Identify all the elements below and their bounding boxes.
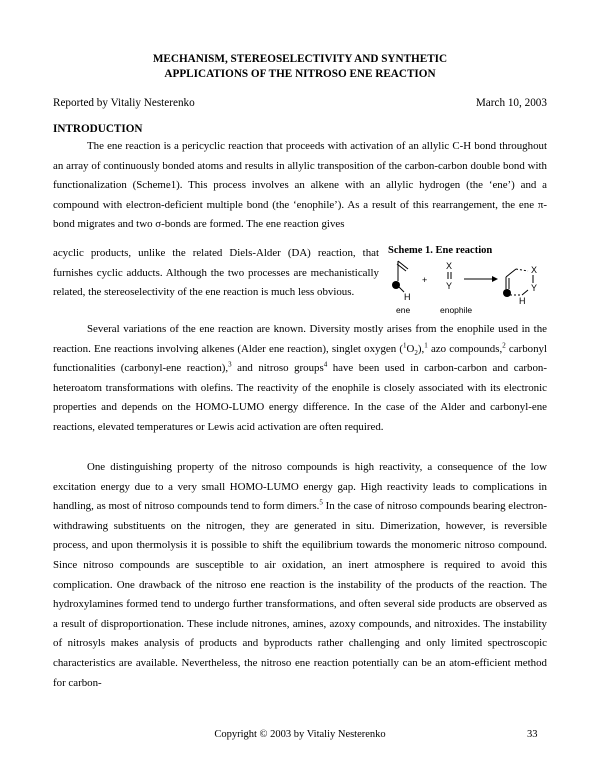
enophile-label: enophile [440,305,473,315]
ene-double-bond-a [398,261,408,269]
section-heading: INTRODUCTION [53,123,143,135]
scheme-title: Scheme 1. Ene reaction [388,245,493,256]
paragraph-2-text-a: Several variations of the ene reaction are known. Diversity mostly arises from the enophile used in the reaction. Ene reactions involving alkenes (Alder ene reaction), singlet oxygen ( [53,323,547,355]
product-bond-4 [522,290,528,295]
author: Reported by Vitaliy Nesterenko [53,97,195,109]
paragraph-2-text-g: have been used in carbon-carbon and carbon-heteroatom transformations with olefins. The reactivity of the enophile is closely associated with its electronic properties and depends on the HOMO-LUMO energy difference. In the case of the Alder and carbonyl-ene reactions, elevated temperatures or Lewis acid activation are often required. [53,362,547,433]
byline [53,97,547,109]
reaction-arrow-head [492,276,498,282]
plus-sign: + [422,275,428,285]
product-bond-2 [516,269,528,271]
paragraph-2-text-e: carbonyl functionalities (carbonyl-ene reaction), [53,342,547,375]
paragraph-2-text-b: O [406,342,415,355]
product-hydrogen: H [519,296,526,306]
paragraph-3-text-b: In the case of nitroso compounds bearing electron-withdrawing substituents on the nitrogen, they are generated in situ. Dimerization, however, is reversible process, and upon thermolysis it is possible to shift the equilibrium towards the monomeric nitroso compound. Since nitroso compounds are susceptible to air oxidation, an inert atmosphere is required to avoid this complication. One drawback of the nitroso ene reaction is the instability of the products of the reaction. The hydroxylamines formed tend to undergo further transformations, and often several side products are observed as a result of disproportionation. These include nitrones, amines, azoxy compounds, and nitroxides. The instability of nitrosyls makes analysis of products and byproducts rather challenging and only limited spectroscopic characteristics are available. Nevertheless, the nitroso ene reaction potentially can be an atom-efficient method for carbon- [53,500,548,689]
enophile-x: X [446,261,453,271]
paragraph-3-text-a: One distinguishing property of the nitroso compounds is high reactivity, a consequence of the low excitation energy due to a very small HOMO-LUMO energy gap. High reactivity leads to complications in handling, as most of nitroso compounds tend to form dimers. [53,461,547,513]
product-x: X [531,265,538,275]
oxygen-subscript: 2 [414,348,418,357]
singlet-superscript: 1 [403,340,407,349]
paragraph-2-text-d: azo compounds, [427,342,503,355]
report-date: March 10, 2003 [475,97,547,109]
reference-2: 2 [502,340,506,349]
paragraph-2-text-f: and nitroso groups [231,362,324,375]
copyright-notice: Copyright © 2003 by Vitaliy Nesterenko [214,729,386,740]
paragraph-1 [53,137,547,235]
reference-4: 4 [323,360,328,369]
ene-reaction-diagram [388,259,548,321]
scheme-1 [388,245,548,320]
title-line-2: APPLICATIONS OF THE NITROSO ENE REACTION [164,68,436,80]
paragraph-2-text-c: ), [417,342,425,355]
paragraph-2 [53,320,547,438]
product-carbon [503,289,511,297]
reference-1: 1 [424,340,428,349]
paragraph-1-text: The ene reaction is a pericyclic reaction that proceeds with activation of an allylic C-H bond throughout an array of continuously bonded atoms and results in allylic transposition of the carbon-carbon double bond with functionalization (Scheme1). This process involves an alkene with an allylic hydrogen (the ‘ene’) and a compound with electron-deficient multiple bond (the ‘enophile’). As a result of this rearrangement, the ene π-bond migrates and two σ-bonds are formed. The ene reaction gives [53,140,547,231]
reference-5: 5 [319,498,323,507]
enophile-y: Y [446,281,453,291]
ene-label: ene [396,305,411,315]
paragraph-1-continued: acyclic products, unlike the related Diels-Alder (DA) reaction, that furnishes cyclic adducts. Although the two processes are mechanistically related, the stereoselectivity of the ene reaction is much less obvious. [53,247,379,299]
title-line-1: MECHANISM, STEREOSELECTIVITY AND SYNTHETIC [152,53,448,65]
paper-title [0,52,600,82]
product-bond-1 [506,269,516,277]
product-y: Y [531,283,538,293]
ene-hydrogen: H [404,292,411,302]
reference-3: 3 [228,360,232,369]
paragraph-3 [53,458,547,693]
ene-allylic-carbon [392,281,400,289]
page-number: 33 [527,729,538,740]
